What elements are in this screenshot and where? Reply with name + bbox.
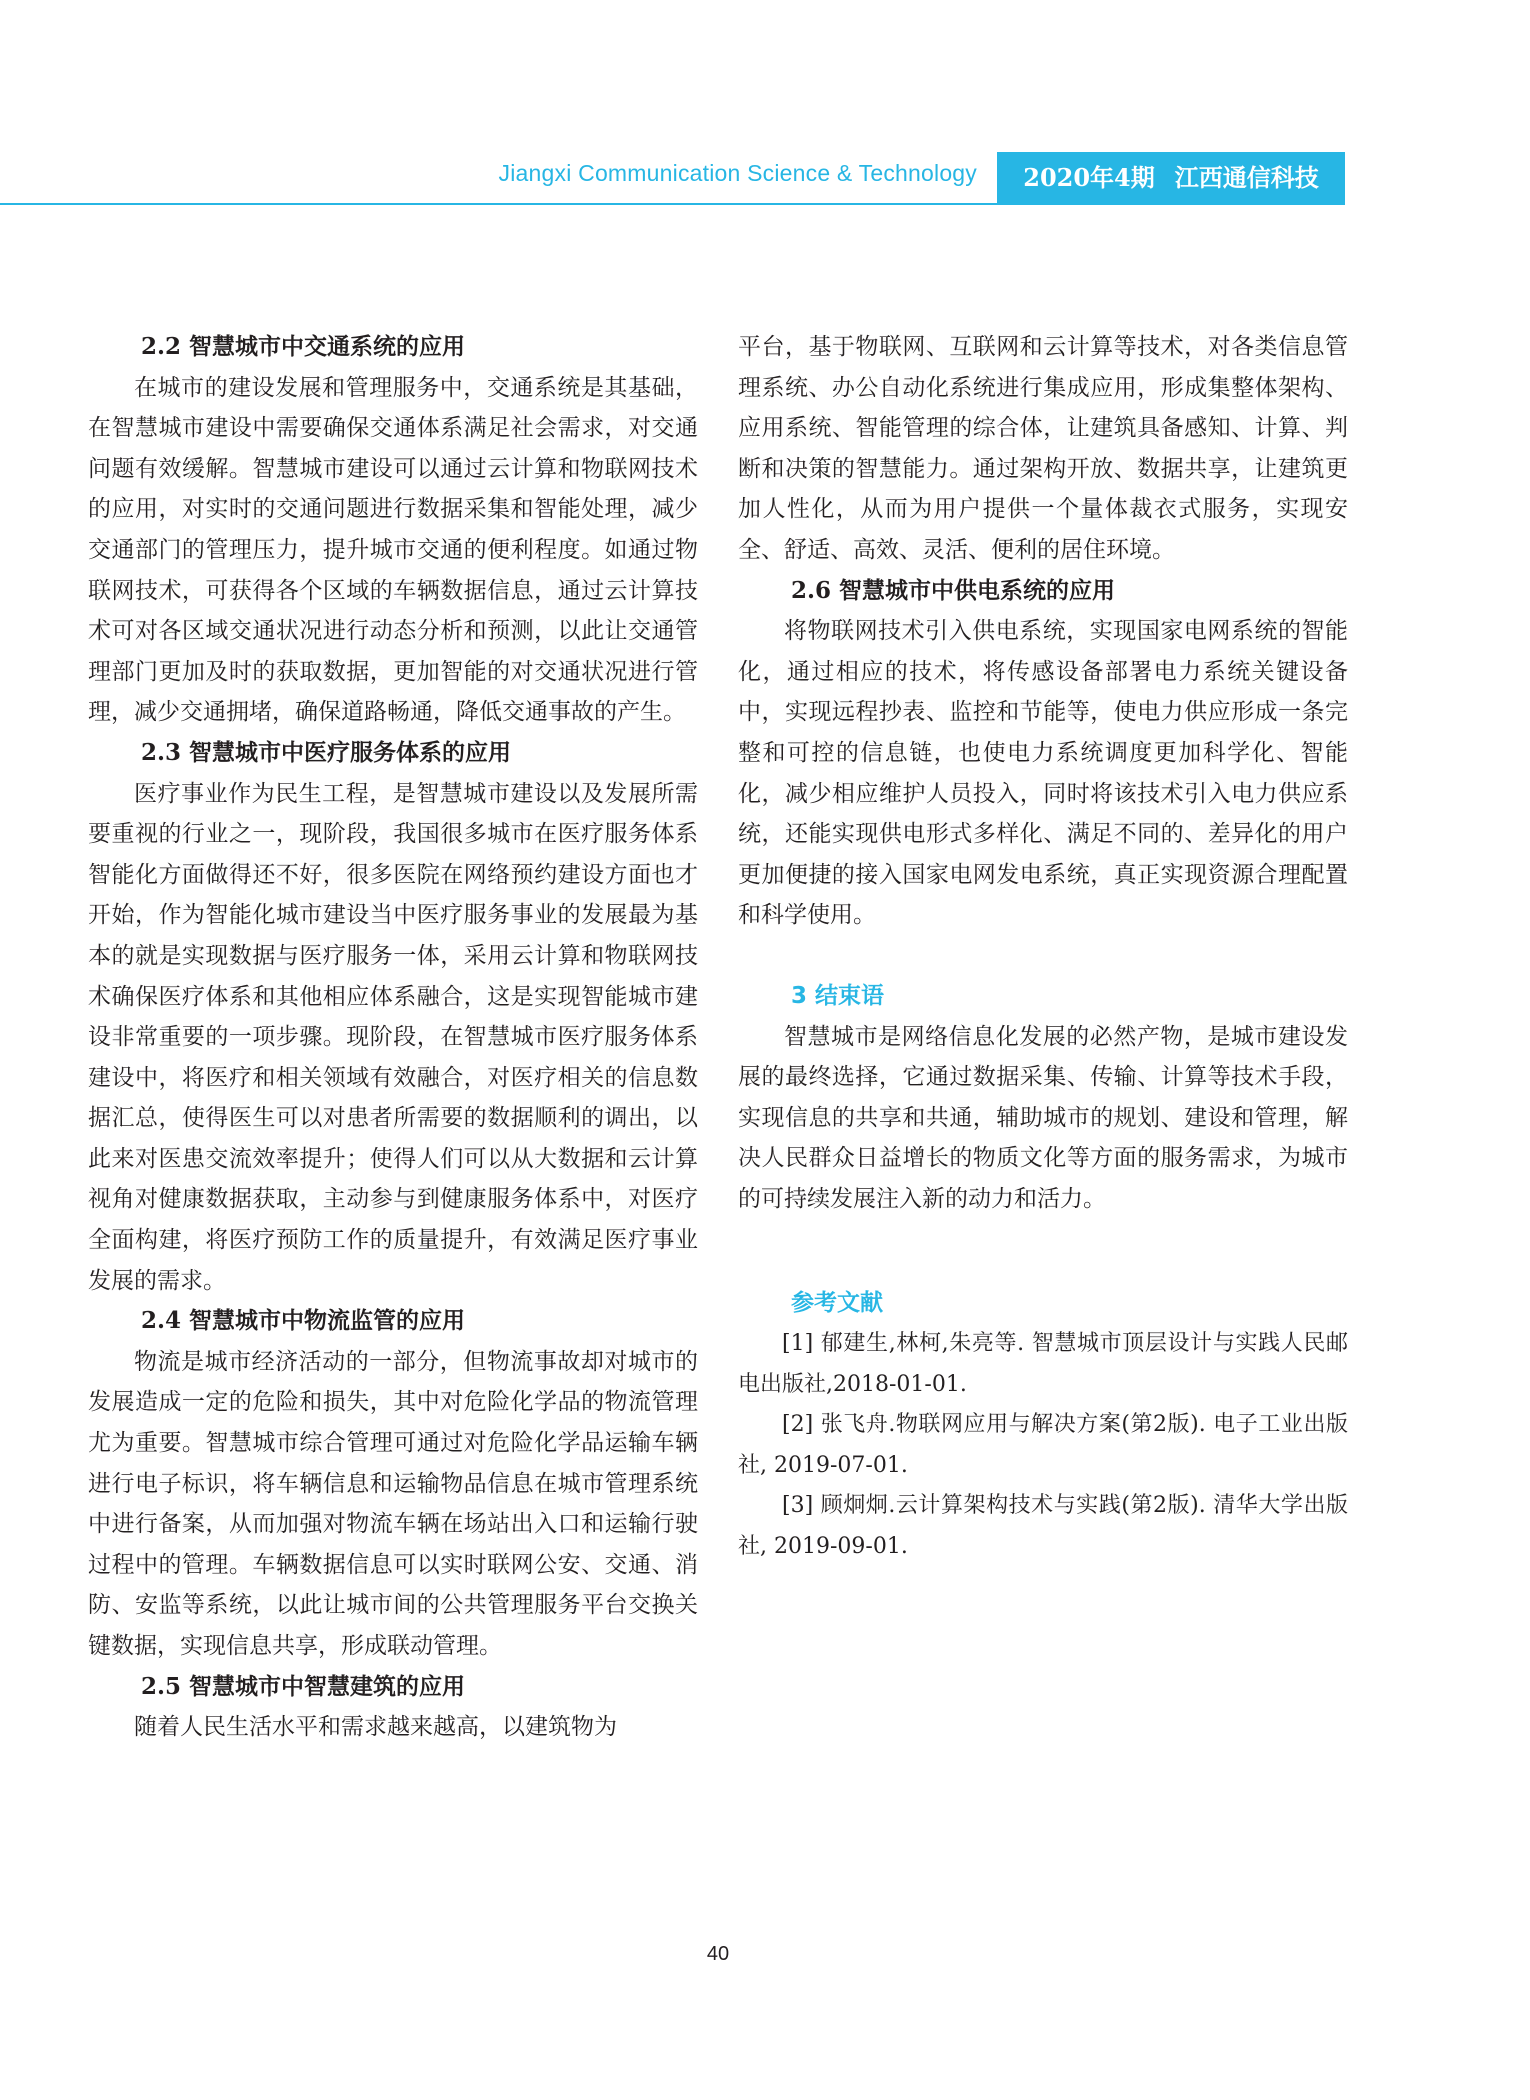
reference-2: [2] 张飞舟.物联网应用与解决方案(第2版). 电子工业出版社, 2019-07-01. bbox=[738, 1412, 1348, 1478]
section-3-title: 3 结束语 bbox=[791, 982, 885, 1009]
section-2-3-paragraph: 医疗事业作为民生工程，是智慧城市建设以及发展所需要重视的行业之一，现阶段，我国很多城市在医疗服务体系智能化方面做得还不好，很多医院在网络预约建设方面也才开始，作为智能化城市建设当中医疗服务事业的发展最为基本的就是实现数据与医疗服务一体，采用云计算和物联网技术确保医疗体系和其他相应体系融合，这是实现智能城市建设非常重要的一项步骤。现阶段，在智慧城市医疗服务体系建设中，将医疗和相关领域有效融合，对医疗相关的信息数据汇总，使得医生可以对患者所需要的数据顺利的调出，以此来对医患交流效率提升；使得人们可以从大数据和云计算视角对健康数据获取，主动参与到健康服务体系中，对医疗全面构建，将医疗预防工作的质量提升，有效满足医疗事业发展的需求。 bbox=[88, 780, 698, 1294]
section-2-4-title: 2.4 智慧城市中物流监管的应用 bbox=[141, 1307, 466, 1335]
section-2-5-paragraph-start: 随着人民生活水平和需求越来越高，以建筑物为 bbox=[134, 1714, 617, 1741]
journal-chinese-title: 江西通信科技 bbox=[1174, 163, 1319, 192]
section-2-2-title: 2.2 智慧城市中交通系统的应用 bbox=[141, 333, 466, 360]
left-column bbox=[88, 327, 698, 1748]
journal-english-title: Jiangxi Communication Science & Technology bbox=[498, 160, 977, 186]
section-2-3-title: 2.3 智慧城市中医疗服务体系的应用 bbox=[141, 738, 512, 766]
header-rule bbox=[0, 203, 1345, 205]
section-2-6-title: 2.6 智慧城市中供电系统的应用 bbox=[791, 576, 1116, 604]
issue-banner bbox=[997, 152, 1345, 204]
reference-3: [3] 顾炯炯.云计算架构技术与实践(第2版). 清华大学出版社, 2019-09-01. bbox=[738, 1493, 1348, 1560]
section-3-paragraph: 智慧城市是网络信息化发展的必然产物，是城市建设发展的最终选择，它通过数据采集、传输、计算等技术手段，实现信息的共享和共通，辅助城市的规划、建设和管理，解决人民群众日益增长的物质文化等方面的服务需求，为城市的可持续发展注入新的动力和活力。 bbox=[738, 1023, 1348, 1212]
references-title: 参考文献 bbox=[791, 1290, 883, 1317]
section-2-2-paragraph: 在城市的建设发展和管理服务中，交通系统是其基础，在智慧城市建设中需要确保交通体系满足社会需求，对交通问题有效缓解。智慧城市建设可以通过云计算和物联网技术的应用，对实时的交通问题进行数据采集和智能处理，减少交通部门的管理压力，提升城市交通的便利程度。如通过物联网技术，可获得各个区域的车辆数据信息，通过云计算技术可对各区域交通状况进行动态分析和预测，以此让交通管理部门更加及时的获取数据，更加智能的对交通状况进行管理，减少交通拥堵，确保道路畅通，降低交通事故的产生。 bbox=[88, 374, 698, 726]
right-column bbox=[738, 327, 1348, 1568]
section-2-5-title: 2.5 智慧城市中智慧建筑的应用 bbox=[141, 1672, 466, 1700]
section-2-5-paragraph-continued: 平台，基于物联网、互联网和云计算等技术，对各类信息管理系统、办公自动化系统进行集成应用，形成集整体架构、应用系统、智能管理的综合体，让建筑具备感知、计算、判断和决策的智慧能力。通过架构开放、数据共享，让建筑更加人性化，从而为用户提供一个量体裁衣式服务，实现安全、舒适、高效、灵活、便利的居住环境。 bbox=[738, 334, 1348, 563]
reference-1: [1] 郁建生,林柯,朱亮等. 智慧城市顶层设计与实践人民邮电出版社,2018-01-01. bbox=[738, 1331, 1348, 1397]
section-2-6-paragraph: 将物联网技术引入供电系统，实现国家电网系统的智能化，通过相应的技术，将传感设备部署电力系统关键设备中，实现远程抄表、监控和节能等，使电力供应形成一条完整和可控的信息链，也使电力系统调度更加科学化、智能化，减少相应维护人员投入，同时将该技术引入电力供应系统，还能实现供电形式多样化、满足不同的、差异化的用户更加便捷的接入国家电网发电系统，真正实现资源合理配置和科学使用。 bbox=[738, 618, 1348, 929]
issue-number: 2020年4期 bbox=[1023, 163, 1155, 192]
section-2-4-paragraph: 物流是城市经济活动的一部分，但物流事故却对城市的发展造成一定的危险和损失，其中对危险化学品的物流管理尤为重要。智慧城市综合管理可通过对危险化学品运输车辆进行电子标识，将车辆信息和运输物品信息在城市管理系统中进行备案，从而加强对物流车辆在场站出入口和运输行驶过程中的管理。车辆数据信息可以实时联网公安、交通、消防、安监等系统，以此让城市间的公共管理服务平台交换关键数据，实现信息共享，形成联动管理。 bbox=[88, 1348, 698, 1659]
page-number: 40 bbox=[706, 1943, 730, 1965]
